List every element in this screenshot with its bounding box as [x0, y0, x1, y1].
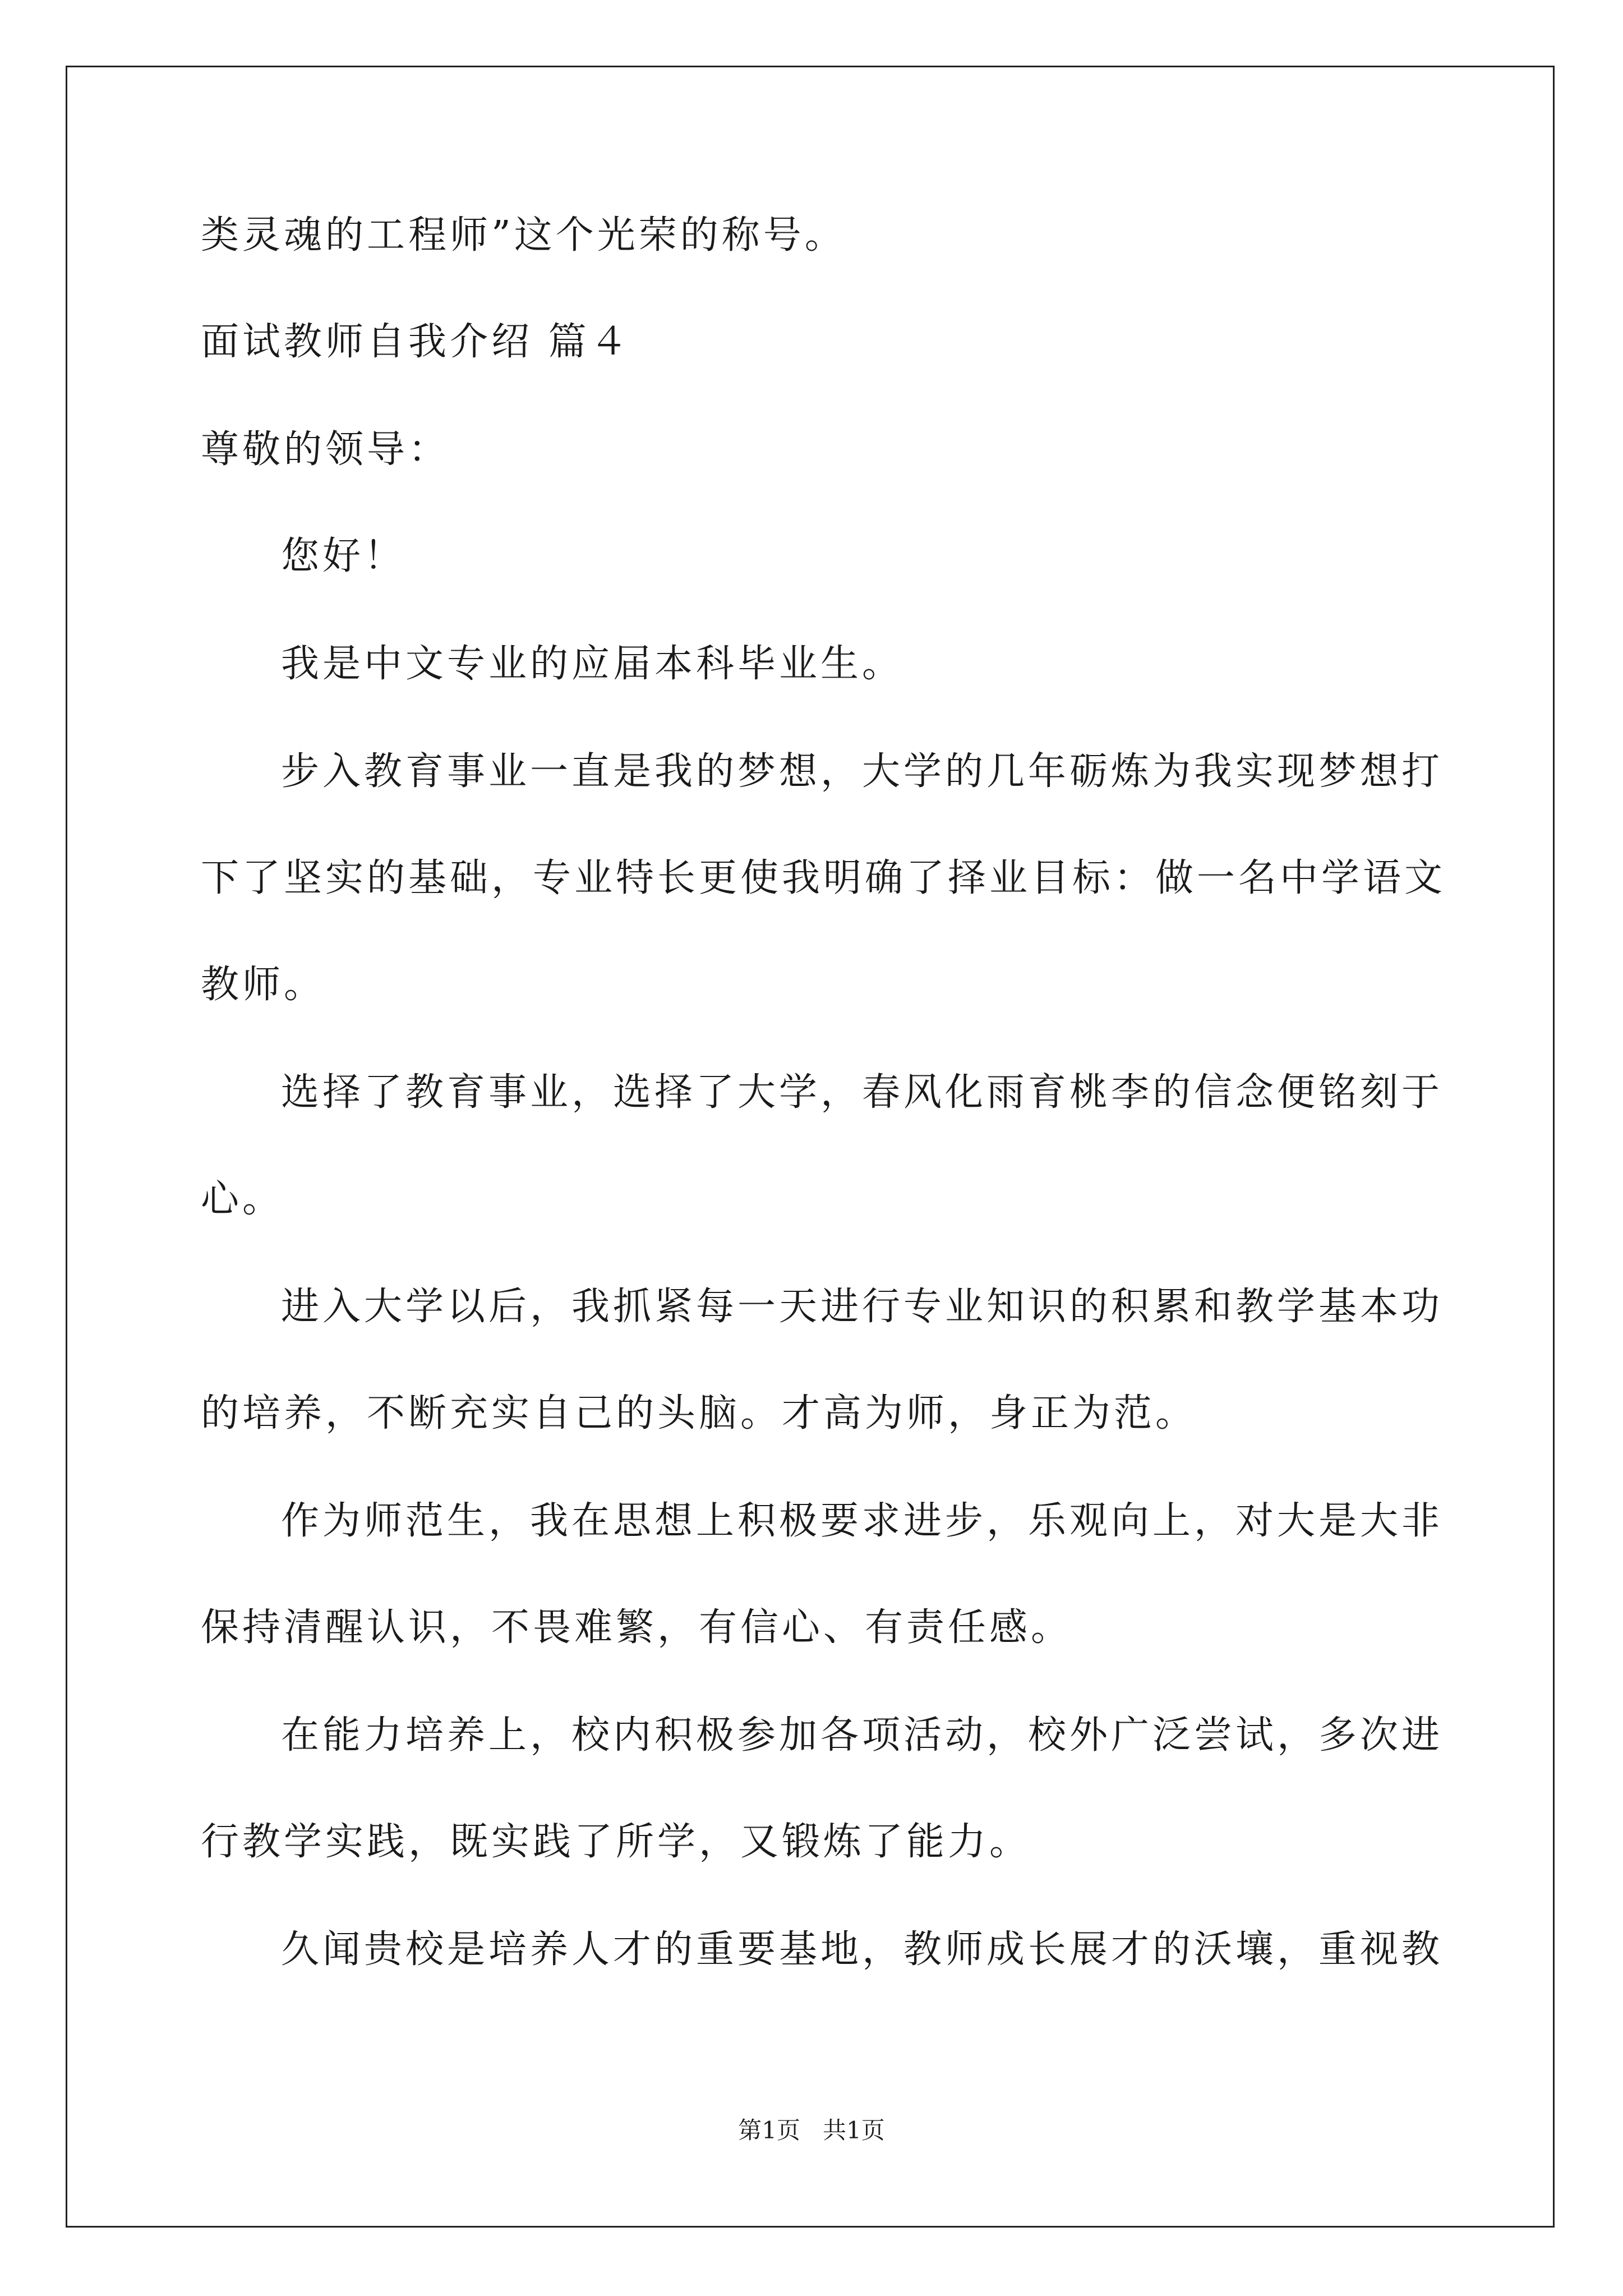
salutation: 尊敬的领导： [201, 427, 450, 472]
greeting: 您好！ [281, 534, 406, 578]
paragraph-line: 久闻贵校是培养人才的重要基地，教师成长展才的沃壤，重视教 [281, 1927, 1444, 1972]
paragraph-line: 在能力培养上，校内积极参加各项活动，校外广泛尝试，多次进 [281, 1713, 1444, 1757]
section-heading: 面试教师自我介绍 篇４ [201, 320, 631, 364]
paragraph-line: 下了坚实的基础，专业特长更使我明确了择业目标：做一名中学语文 [201, 856, 1446, 900]
paragraph-line: 步入教育事业一直是我的梦想，大学的几年砺炼为我实现梦想打 [281, 749, 1444, 794]
paragraph-line: 作为师范生，我在思想上积极要求进步，乐观向上，对大是大非 [281, 1499, 1444, 1543]
page-border [66, 66, 1555, 2228]
paragraph-line: 进入大学以后，我抓紧每一天进行专业知识的积累和教学基本功 [281, 1285, 1444, 1329]
text-line: 类灵魂的工程师”这个光荣的称号。 [201, 213, 846, 257]
paragraph-line: 心。 [201, 1177, 284, 1221]
paragraph-line: 的培养，不断充实自己的头脑。才高为师，身正为范。 [201, 1391, 1197, 1435]
paragraph-line: 保持清醒认识，不畏难繁，有信心、有责任感。 [201, 1605, 1073, 1650]
paragraph-line: 教师。 [201, 963, 326, 1007]
paragraph-line: 我是中文专业的应届本科毕业生。 [281, 642, 904, 686]
page-number-footer: 第1页 共1页 [738, 2116, 885, 2144]
paragraph-line: 选择了教育事业，选择了大学，春风化雨育桃李的信念便铭刻于 [281, 1070, 1444, 1115]
paragraph-line: 行教学实践，既实践了所学，又锻炼了能力。 [201, 1820, 1031, 1864]
